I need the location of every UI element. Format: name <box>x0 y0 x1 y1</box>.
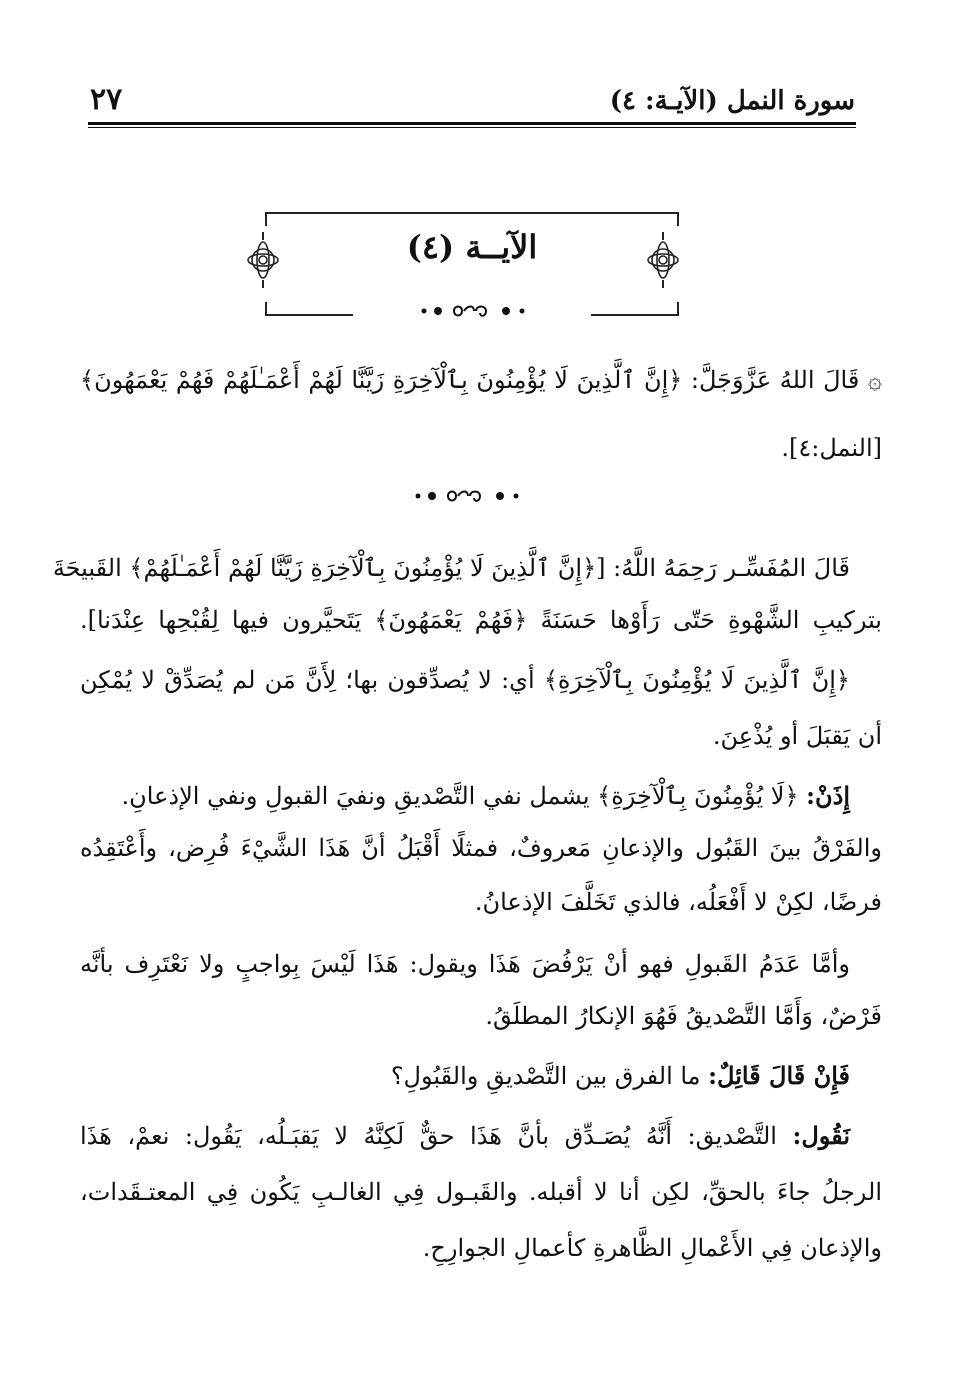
dots-separator-icon <box>414 301 534 321</box>
paragraph-line: الرجلُ جاءَ بالحقِّ، لكِن أنا لا أقبله. والقَبـول فِي الغالـبِ يَكُون فِي المعتـقَدات، <box>80 1178 882 1206</box>
running-head: سورة النمل (الآيـة: ٤) <box>609 86 855 116</box>
paragraph-line: نَقُول: التَّصْديق: أَنَّهُ يُصَـدِّق بأنَّ هَذَا حقٌّ لَكِنَّهُ لا يَقبَـلُه، يَقُول: نعمْ، هَذَا <box>80 1121 850 1150</box>
paragraph-line: فَرْضٌ، وَأَمَّا التَّصْديقُ فَهُوَ الإنكارُ المطلَقُ. <box>485 1002 882 1030</box>
dots-separator-icon <box>408 486 528 506</box>
lead-word: نَقُول: <box>792 1121 850 1150</box>
paragraph-line: فرضًا، لكِنْ لا أَفْعَلُه، فالذي تَخَلَّفَ الإذعانُ. <box>474 888 882 916</box>
header-rule-thin <box>88 127 856 128</box>
ayah-title: الآيــة (٤) <box>406 228 538 266</box>
header-rule <box>88 122 856 125</box>
paragraph-line: والفَرْقُ بينَ القَبُول والإذعانِ مَعروفٌ، فمثلًا أَقْبَلُ أنَّ هَذَا الشَّيْءَ فُرِض، وأَعْتَقِدُه <box>80 834 882 862</box>
lead-word: إِذَنْ: <box>806 781 850 810</box>
paragraph-line: فَإِنْ قَالَ قَائِلٌ: ما الفرق بين التَّصْديقِ والقَبُولِ؟ <box>390 1061 850 1090</box>
paragraph-line: إِذَنْ: ﴿لَا يُؤْمِنُونَ بِٱلْآخِرَةِ﴾ يشمل نفي التَّصْديقِ ونفيَ القبولِ ونفي الإذعانِ. <box>121 781 850 810</box>
paragraph-line: ﴿إِنَّ ٱلَّذِينَ لَا يُؤْمِنُونَ بِٱلْآخِرَةِ﴾ أي: لا يُصدِّقون بها؛ لِأَنَّ مَن لم يُصَدِّقْ لا يُمْكِن <box>80 666 850 694</box>
paragraph-line: أن يَقبَلَ أو يُذْعِنَ. <box>712 722 882 750</box>
page-number: ٢٧ <box>90 82 123 117</box>
verse-citation: [النمل:٤]. <box>781 434 882 462</box>
paragraph-line: والإذعان فِي الأَعْمالِ الظَّاهرةِ كأعمالِ الجوارِحِ. <box>422 1234 882 1262</box>
paragraph-line: بتركيبِ الشَّهْوةِ حَتّى رَأَوْها حَسَنَةً ﴿فَهُمْ يَعْمَهُونَ﴾ يَتَحيَّرون فيها لِقُبْحِها عِنْدَنا]. <box>80 606 882 634</box>
paragraph-line: قَالَ المُفَسِّـر رَحِمَهُ اللَّهُ: [﴿إِنَّ ٱلَّذِينَ لَا يُؤْمِنُونَ بِٱلْآخِرَةِ زَيَّنَّا لَهُمْ أَعْمَـٰلَهُمْ﴾ القَبيحَةَ <box>52 554 850 582</box>
verse-line: ۞ قَالَ اللهُ عَزَّوَجَلَّ: ﴿إِنَّ ٱلَّذِينَ لَا يُؤْمِنُونَ بِٱلْآخِرَةِ زَيَّنَّا لَهُمْ أَعْمَـٰلَهُمْ فَهُمْ يَعْمَهُونَ﴾ <box>80 366 882 394</box>
lead-word: فَإِنْ قَالَ قَائِلٌ: <box>708 1061 850 1090</box>
paragraph-line: وأمَّا عَدَمُ القَبولِ فهو أنْ يَرْفُضَ هَذَا ويقول: هَذَا لَيْسَ بِواجبٍ ولا نَعْتَرِف بأنَّه <box>80 950 851 978</box>
